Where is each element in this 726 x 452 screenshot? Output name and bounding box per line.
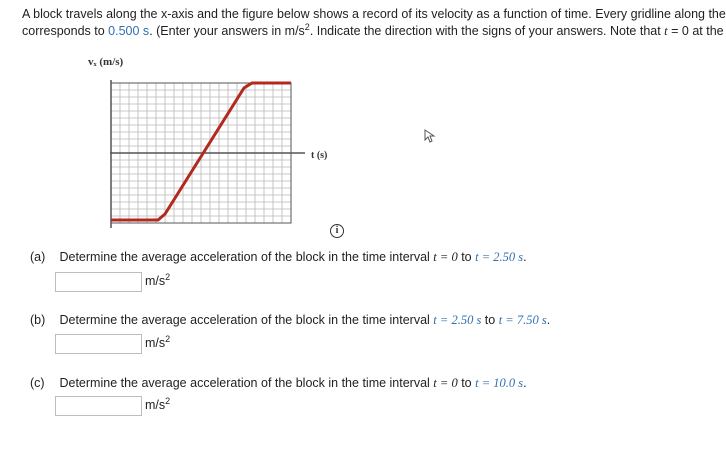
- part-a-end: .: [523, 250, 527, 264]
- question-part-b: [30, 313, 550, 328]
- part-c-end: .: [523, 376, 527, 390]
- part-b-unit-sup: 2: [165, 333, 171, 344]
- part-b-label: (b): [30, 313, 46, 327]
- part-b-t2: t = 7.50 s: [498, 313, 547, 327]
- part-c-unit-base: m/s: [145, 398, 166, 412]
- part-a-t1: t = 0: [433, 250, 458, 264]
- problem-line-2: [22, 21, 724, 40]
- info-icon[interactable]: i: [330, 224, 344, 238]
- part-a-mid: to: [457, 250, 476, 264]
- problem-line-2-prefix: corresponds to: [22, 24, 109, 38]
- question-part-a: [30, 250, 527, 265]
- part-b-answer-input[interactable]: [55, 334, 142, 354]
- problem-line-2-mid: . (Enter your answers in m/s: [149, 24, 305, 38]
- gridline-interval-value: 0.500 s: [108, 24, 150, 38]
- part-a-answer-input[interactable]: [55, 272, 142, 292]
- part-c-unit: [145, 395, 171, 412]
- part-b-unit-base: m/s: [145, 336, 166, 350]
- problem-line-2-math: t: [664, 24, 668, 38]
- part-c-mid: to: [457, 376, 476, 390]
- part-c-answer-input[interactable]: [55, 396, 142, 416]
- problem-line-1: A block travels along the x-axis and the figure below shows a record of its velocity as a function of time. Every gridline along the: [22, 7, 726, 21]
- part-c-unit-sup: 2: [165, 395, 171, 406]
- graph-t-axis-label: t (s): [311, 150, 328, 161]
- part-b-mid: to: [481, 313, 499, 327]
- part-b-text: Determine the average acceleration of the block in the time interval: [59, 313, 434, 327]
- part-b-t1: t = 2.50 s: [433, 313, 482, 327]
- part-a-unit: [145, 271, 171, 288]
- part-c-text: Determine the average acceleration of the block in the time interval: [59, 376, 434, 390]
- problem-line-2-sup: 2: [304, 21, 310, 32]
- part-c-t1: t = 0: [433, 376, 458, 390]
- problem-statement: [22, 6, 726, 40]
- part-c-label: (c): [30, 376, 45, 390]
- part-b-unit: [145, 333, 171, 350]
- part-c-t2: t = 10.0 s: [475, 376, 524, 390]
- part-a-label: (a): [30, 250, 46, 264]
- part-a-unit-base: m/s: [145, 274, 166, 288]
- velocity-time-graph: [80, 58, 370, 238]
- graph-y-axis-label: vₓ (m/s): [88, 56, 124, 68]
- problem-line-2-end: = 0 at the: [667, 24, 724, 38]
- problem-line-2-suffix: . Indicate the direction with the signs of your answers. Note that: [309, 24, 665, 38]
- question-part-c: [30, 376, 527, 391]
- part-a-unit-sup: 2: [165, 271, 171, 282]
- mouse-cursor-icon: [424, 129, 438, 143]
- part-a-t2: t = 2.50 s: [475, 250, 524, 264]
- part-a-text: Determine the average acceleration of the block in the time interval: [59, 250, 434, 264]
- part-b-end: .: [546, 313, 551, 327]
